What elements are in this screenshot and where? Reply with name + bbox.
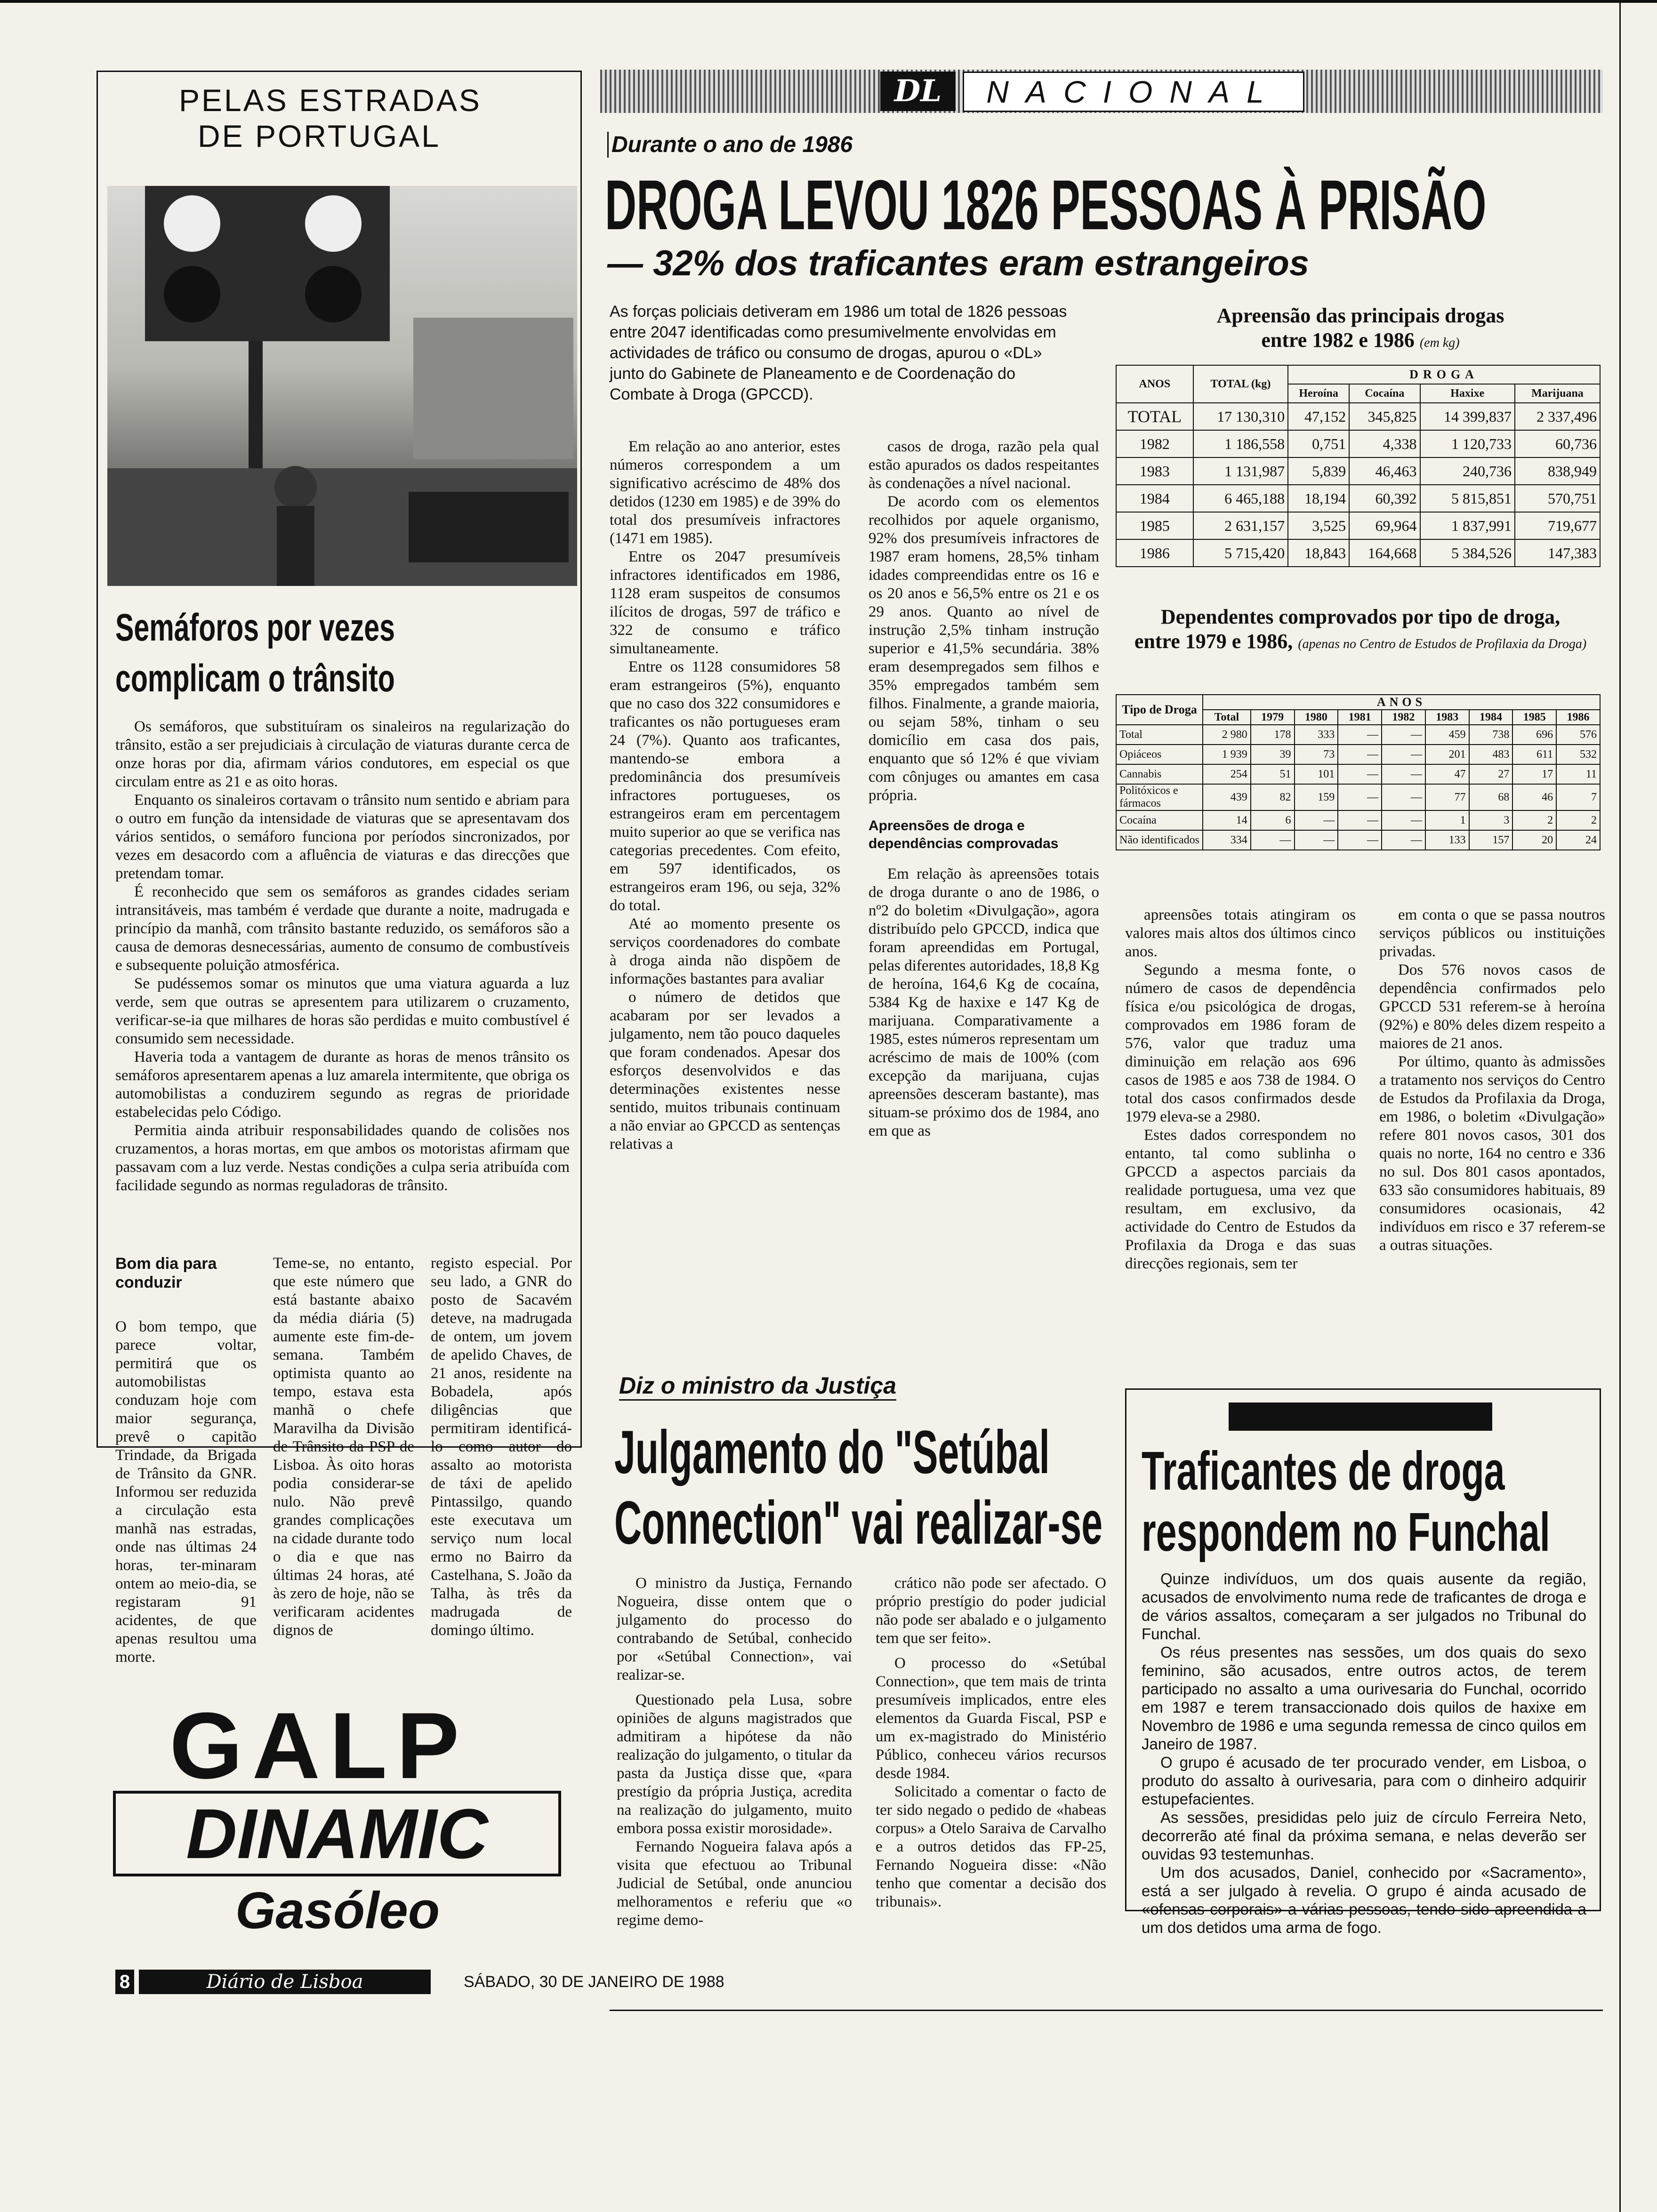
table2-header-cell: 1984 [1469,710,1513,725]
story2-col2 [876,1574,1106,1911]
col2-subheading: Apreensões de droga e dependências comprovadas [869,818,1059,851]
table-cell: 18,194 [1288,485,1349,512]
paragraph: Se pudéssemos somar os minutos que uma viatura aguarda a luz verde, sem que outras se apresentem para utilizarem o cruzamento, verificar-se-ia que milhares de horas são perdidas e muito combustível é consumido sem necessidade. [115,975,570,1047]
section-logo: DL [880,72,956,111]
table-cell: 20 [1512,830,1556,850]
date-line: SÁBADO, 30 DE JANEIRO DE 1988 [464,1973,724,1991]
table-cell: 1982 [1116,430,1193,457]
table-cell: 333 [1295,725,1338,745]
table-cell: 147,383 [1515,539,1600,567]
table1-title-line1: Apreensão das principais drogas [1216,304,1504,327]
table-cell: — [1251,830,1295,850]
table-cell: 240,736 [1420,457,1515,485]
table-cell: — [1295,830,1338,850]
column-headline-line2: complicam o trânsito [115,657,395,700]
table-cell: 1984 [1116,485,1193,512]
paragraph: Até ao momento presente os serviços coordenadores do combate à droga ainda não dispõem de informações bastantes para avaliar [610,915,840,987]
table-cell: 60,392 [1349,485,1420,512]
table-row [1116,403,1600,430]
sub-col3: registo especial. Por seu lado, a GNR do posto de Sacavém deteve, na madrugada de ontem, um jovem de apelido Chaves, de 21 anos, residente na Bobadela, após diligências que permitiram identificá-lo como autor do assalto ao motorista de táxi de apelido Pintassilgo, quando este executava um serviço num local ermo no Bairro da Castelhana, S. João da Talha, às três da madrugada de domingo último. [431,1255,572,1639]
table2-header-cell: Total [1203,710,1251,725]
table-cell: 17 [1512,764,1556,784]
table-cell: Total [1116,725,1203,745]
main-col4 [1379,906,1605,1255]
table-cell: 133 [1425,830,1469,850]
main-col2 [869,438,1099,1140]
paragraph: Segundo a mesma fonte, o número de casos de dependência física e/ou psicológica de drogas, comprovados em 1986 foram de 576, valor que traduz uma diminuição em relação aos 696 casos de 1985 e aos 738 de 1984. O total dos casos confirmados desde 1979 eleva-se a 2980. [1125,962,1356,1125]
bottom-rule [610,2010,1603,2011]
galp-fuel: Gasóleo [235,1882,440,1940]
sub-col2: Teme-se, no entanto, que este número que está bastante abaixo da média diária (5) aumente este fim-de-semana. Também optimista quanto ao tempo, estava esta manhã o chefe Maravilha da Divisão de Trânsito da PSP de Lisboa. Às oito horas podia considerar-se nulo. Não prevê grandes complicações na cidade durante todo o dia e que nas últimas 24 horas, até às zero de hoje, não se verificaram acidentes dignos de [273,1255,414,1639]
table-cell: 73 [1295,745,1338,764]
table-cell: — [1338,784,1382,810]
column-headline-line1: Semáforos por vezes [115,606,395,649]
table2-header-cell: 1986 [1556,710,1600,725]
table-cell: 459 [1425,725,1469,745]
column-headline [115,602,566,704]
table-cell: — [1338,830,1382,850]
table-row [1116,830,1600,850]
table2-note: (apenas no Centro de Estudos de Profilaxia da Droga) [1298,637,1587,651]
story2-kicker: Diz o ministro da Justiça [619,1372,896,1401]
table-cell: 47,152 [1288,403,1349,430]
main-subhead: — 32% dos traficantes eram estrangeiros [607,243,1310,283]
table-cell: 5 815,851 [1420,485,1515,512]
paragraph: Um dos acusados, Daniel, conhecido por «Sacramento», está a ser julgado à revelia. O grupo é ainda acusado de «ofensas corporais» a várias pessoas, tendo sido apreendida a um dos detidos uma arma de fogo. [1142,1864,1586,1936]
table-cell: 738 [1469,725,1513,745]
story3-headline-line2: respondem no Funchal [1142,1501,1550,1563]
table-cell: 1 939 [1203,745,1251,764]
paragraph: em conta o que se passa noutros serviços públicos ou instituições privadas. [1379,906,1605,960]
table-cell: — [1382,810,1425,830]
table-cell: 47 [1425,764,1469,784]
table2-title-line2: entre 1979 e 1986, [1134,630,1293,653]
paragraph: É reconhecido que sem os semáforos as grandes cidades seriam intransitáveis, mas também é verdade que durante a noite, madrugada e princípio da manhã, com trânsito bastante reduzido, os semáforos são a causa de demoras desnecessárias, aumento de consumo de combustíveis e subsequente poluição atmosférica. [115,883,570,974]
table-cell: 5 715,420 [1193,539,1288,567]
table2-title-line1: Dependentes comprovados por tipo de droga, [1160,605,1560,628]
table-cell: 1986 [1116,539,1193,567]
table-cell: 1 [1425,810,1469,830]
table-cell: 2 631,157 [1193,512,1288,539]
table-cell: — [1382,725,1425,745]
table-cell: 157 [1469,830,1513,850]
table-row [1116,512,1600,539]
table-row [1116,430,1600,457]
paragraph: O grupo é acusado de ter procurado vender, em Lisboa, o produto do assalto à ourivesaria, para com o dinheiro adquirir estupefacientes. [1142,1754,1586,1808]
table-cell: 51 [1251,764,1295,784]
paragraph: o número de detidos que acabaram por ser levados a julgamento, nem tão pouco daqueles que foram condenados. Apesar dos esforços desenvolvidos e das determinações existentes nesse sentido, muitos tribunais continuam a não enviar ao GPCCD as sentenças relativas a [610,989,840,1153]
table-cell: 719,677 [1515,512,1600,539]
table2-header-cell: Tipo de Droga [1116,695,1203,725]
table-cell: 696 [1512,725,1556,745]
table-cell: 101 [1295,764,1338,784]
story2-headline-line2: Connection" vai realizar-se [614,1488,1103,1557]
page-number: 8 [115,1970,134,1994]
table-cell: Não identificados [1116,830,1203,850]
traffic-light-photo [107,186,577,586]
table-cell: 14 399,837 [1420,403,1515,430]
table-cell: 14 [1203,810,1251,830]
right-margin-line [1619,0,1621,2212]
galp-brand: GALP [169,1693,469,1798]
column-title-line1: PELAS ESTRADAS [179,83,482,118]
column-body [115,718,570,1195]
table-cell: 27 [1469,764,1513,784]
paragraph: O ministro da Justiça, Fernando Nogueira, disse ontem que o julgamento do processo do contrabando de Setúbal, conhecido por «Setúbal Connection», vai realizar-se. [617,1575,852,1683]
story3-headline [1142,1440,1550,1563]
table1-header-cell: Haxixe [1420,384,1515,403]
paragraph: Em relação ao ano anterior, estes números correspondem a um significativo acréscimo de 48% dos detidos (1230 em 1985) e de 39% do total dos presumíveis infractores (1471 em 1985). [610,438,840,547]
table2-header-cell: 1982 [1382,710,1425,725]
table-cell: 1985 [1116,512,1193,539]
main-col1 [610,438,840,1154]
table2-header-cell: 1979 [1251,710,1295,725]
table-cell: 201 [1425,745,1469,764]
table1-title-line2: entre 1982 e 1986 [1261,329,1415,352]
column-title [179,82,508,176]
table-cell: 39 [1251,745,1295,764]
paragraph: Entre os 2047 presumíveis infractores identificados em 1986, 1128 eram suspeitos de consumos ilícitos de drogas, 597 de tráfico e 322 de consumo e tráfico simultaneamente. [610,548,840,657]
table-cell: 11 [1556,764,1600,784]
table-cell: — [1382,745,1425,764]
sub-col1: O bom tempo, que parece voltar, permitirá que os automobilistas conduzam hoje com maior segurança, prevê o capitão Trindade, da Brigada de Trânsito da GNR. Informou ser reduzida a circulação esta manhã nas estradas, onde nas últimas 24 horas, ter-minaram ontem ao meio-dia, se registaram 91 acidentes, de que apenas resultou uma morte. [115,1318,257,1666]
paragraph: apreensões totais atingiram os valores mais altos dos últimos cinco anos. [1125,906,1356,960]
paragraph: Haveria toda a vantagem de durante as horas de menos trânsito os semáforos apresentarem apenas a luz amarela intermitente, que obriga os automobilistas a conduzirem segundo as regras de prioridade estabelecidas pelo Código. [115,1049,570,1121]
paragraph: Dos 576 novos casos de dependência confirmados pelo GPCCD 531 referem-se à heroína (92%) e 80% deles dizem respeito a maiores de 21 anos. [1379,962,1605,1052]
table1 [1116,365,1601,567]
table-cell: 5 384,526 [1420,539,1515,567]
table-cell: 576 [1556,725,1600,745]
table2-header-cell: 1981 [1338,710,1382,725]
main-lead: As forças policiais detiveram em 1986 um total de 1826 pessoas entre 2047 identificadas como presumivelmente envolvidas em actividades de tráfico ou consumo de drogas, apurou o «DL» junto do Gabinete de Planeamento e de Coordenação do Combate à Droga (GPCCD). [610,303,1067,403]
table1-header-cell: TOTAL (kg) [1193,365,1288,403]
table-row [1116,764,1600,784]
table-cell: Opiáceos [1116,745,1203,764]
paragraph: Questionado pela Lusa, sobre opiniões de alguns magistrados que admitiram a hipótese da não realização do julgamento, o titular da pasta da Justiça disse que, «para prestígio da própria Justiça, acredita na realização do julgamento, muito embora possa existir morosidade». [617,1691,852,1837]
table1-header-cell: ANOS [1116,365,1193,403]
table-cell: 838,949 [1515,457,1600,485]
table-cell: 1 837,991 [1420,512,1515,539]
story3-body [1142,1570,1586,1937]
table-cell: 24 [1556,830,1600,850]
paragraph: crático não pode ser afectado. O próprio prestígio do poder judicial não pode ser abalado e o julgamento tem que ser feito». [876,1575,1106,1647]
table-cell: 164,668 [1349,539,1420,567]
table-cell: 6 [1251,810,1295,830]
paragraph: Entre os 1128 consumidores 58 eram estrangeiros (5%), enquanto que no caso dos 322 consumidores e traficantes os não portugueses eram 24 (7%). Quanto aos traficantes, mantendo-se embora a predominância dos presumíveis infractores portugueses, os estrangeiros eram em percentagem muito superior ao que se verifica nas categorias precedentes. Com efeito, em 597 identificados, os estrangeiros eram 196, ou seja, 32% do total. [610,658,840,914]
story2-headline-line1: Julgamento do "Setúbal [614,1418,1050,1486]
table-cell: — [1295,810,1338,830]
story3-black-bar [1229,1403,1492,1431]
paragraph: Os semáforos, que substituíram os sinaleiros na regularização do trânsito, estão a ser prejudiciais à circulação de viaturas durante cerca de onze horas por dia, afirmam vários condutores, em especial os que circulam entre as 21 e as oito horas. [115,718,570,790]
table-cell: 7 [1556,784,1600,810]
table1-header-cell: Heroína [1288,384,1349,403]
paragraph: Permitia ainda atribuir responsabilidades quando de colisões nos cruzamentos, a horas mortas, em que ambos os motoristas afirmam que passavam com a luz verde. Nestas condições a culpa seria atribuída com facilidade segundo as normas reguladoras de trânsito. [115,1122,570,1194]
table-row [1116,539,1600,567]
table-cell: — [1382,784,1425,810]
paragraph: Estes dados correspondem no entanto, tal como sublinha o GPCCD a aspectos parciais da realidade portuguesa, uma vez que resultam, em exclusivo, da actividade do Centro de Estudos da Profilaxia da Droga e das suas direcções regionais, sem ter [1125,1127,1356,1272]
galp-product: DINAMIC [113,1791,561,1876]
paragraph: Enquanto os sinaleiros cortavam o trânsito num sentido e abriam para o outro em função da intensidade de viaturas que se apresentavam dos vários sentidos, o semáforo funciona por períodos sincronizados, por vezes em desacordo com a afluência de viaturas e das direcções que pretendam tomar. [115,792,570,882]
table2 [1116,694,1601,850]
table-cell: 1 131,987 [1193,457,1288,485]
table-cell: — [1338,745,1382,764]
table-cell: — [1338,725,1382,745]
table2-header-cell: 1983 [1425,710,1469,725]
paragraph: As sessões, presididas pelo juiz de círculo Ferreira Neto, decorrerão até final da próxima semana, e nelas deverão ser ouvidas 93 testemunhas. [1142,1809,1586,1863]
paragraph: Em relação às apreensões totais de droga durante o ano de 1986, o nº2 do boletim «Divulgação», agora distribuído pelo GPCCD, indica que foram apreendidas em Portugal, pelas diferentes autoridades, 18,8 Kg de heroína, 164,6 Kg de cocaína, 5384 Kg de haxixe e 147 Kg de marijuana. Comparativamente a 1985, estes números representam um acréscimo de mais de 100% (com excepção da marijuana, cujas apreensões desceram bastante), mas situam-se próximo dos de 1984, ano em que as [869,866,1099,1139]
table2-header-cell: 1985 [1512,710,1556,725]
table-cell: TOTAL [1116,403,1193,430]
table-row [1116,810,1600,830]
table2-title [1120,605,1601,657]
paragraph: Quinze indivíduos, um dos quais ausente da região, acusados de envolvimento numa rede de traficantes de droga e de vários assaltos, começaram a ser julgados no Tribunal do Funchal. [1142,1570,1586,1643]
sub-title: Bom dia para conduzir [115,1255,217,1291]
table-cell: 483 [1469,745,1513,764]
table-cell: 334 [1203,830,1251,850]
table-cell: Politóxicos e fármacos [1116,784,1203,810]
table-cell: 178 [1251,725,1295,745]
paragraph: O processo do «Setúbal Connection», que tem mais de trinta presumíveis implicados, entre eles elementos da Guarda Fiscal, PSP e um ex-magistrado do Ministério Público, conheceu vários recursos desde 1984. [876,1655,1106,1782]
table-row [1116,485,1600,512]
table1-unit: (em kg) [1419,336,1460,350]
table-cell: 6 465,188 [1193,485,1288,512]
table-cell: 17 130,310 [1193,403,1288,430]
table-cell: 3,525 [1288,512,1349,539]
table-cell: 46 [1512,784,1556,810]
table1-header-cell: Marijuana [1515,384,1600,403]
table-cell: — [1338,764,1382,784]
table-cell: 2 [1556,810,1600,830]
table-cell: 532 [1556,745,1600,764]
main-headline: DROGA LEVOU 1826 PESSOAS À PRISÃO [605,165,1487,244]
paragraph: Solicitado a comentar o facto de ter sido negado o pedido de «habeas corpus» a Otelo Saraiva de Carvalho e a outros detidos das FP-25, Fernando Nogueira disse: «Não tenho que comentar a decisão dos tribunais». [876,1783,1106,1910]
table-cell: 5,839 [1288,457,1349,485]
table-cell: 0,751 [1288,430,1349,457]
table-cell: 46,463 [1349,457,1420,485]
table-cell: 2 337,496 [1515,403,1600,430]
table-cell: Cocaína [1116,810,1203,830]
table-cell: 439 [1203,784,1251,810]
table-cell: 77 [1425,784,1469,810]
table-cell: — [1338,810,1382,830]
table-cell: 1 120,733 [1420,430,1515,457]
table-cell: 60,736 [1515,430,1600,457]
paragraph: casos de droga, razão pela qual estão apurados os dados respeitantes às condenações a nível nacional. [869,438,1099,492]
top-rule [0,0,1657,3]
table-cell: 3 [1469,810,1513,830]
table2-group-header: ANOS [1203,695,1600,710]
paragraph: De acordo com os elementos recolhidos por aquele organismo, 92% dos presumíveis infractores de 1987 eram homens, 28,5% tinham idades compreendidas entre os 16 e os 20 anos e 56,5% entre os 21 e os 29 anos. Quanto ao nível de instrução 2,5% tinham instrução superior e 41,5% secundária. 38% eram desempregados sem filhos e 35% empregados também sem filhos. Finalmente, a grande maioria, ou sejam 58%, tinham o seu domicílio em casa dos pais, enquanto que só 12% é que viviam com cônjuges ou amantes em casa própria. [869,493,1099,804]
table-cell: — [1382,830,1425,850]
table-cell: 2 980 [1203,725,1251,745]
galp-ad [113,1693,565,1944]
paper-name: Diário de Lisboa [139,1970,431,1994]
table-cell: 1 186,558 [1193,430,1288,457]
table1-group-header: DROGA [1288,365,1600,384]
table-row [1116,745,1600,764]
table-cell: 570,751 [1515,485,1600,512]
table-row [1116,457,1600,485]
table1-header-cell: Cocaína [1349,384,1420,403]
story3-headline-line1: Traficantes de droga [1142,1440,1505,1501]
table-cell: 69,964 [1349,512,1420,539]
paragraph: Fernando Nogueira falava após a visita que efectuou ao Tribunal Judicial de Setúbal, onde anunciou melhoramentos e referiu que «o regime demo- [617,1838,852,1929]
table-row [1116,725,1600,745]
table-cell: 159 [1295,784,1338,810]
table1-title [1120,304,1601,355]
table-cell: 82 [1251,784,1295,810]
column-title-line2: DE PORTUGAL [198,119,441,153]
table-cell: 68 [1469,784,1513,810]
table-cell: 2 [1512,810,1556,830]
table-cell: — [1382,764,1425,784]
paragraph: Os réus presentes nas sessões, um dos quais do sexo feminino, são acusados, entre outros actos, de terem participado no assalto a uma ourivesaria do Funchal, ocorrido em 1987 e terem transaccionado dois quilos de haxixe em Novembro de 1986 e uma segunda remessa de cinco quilos em Janeiro de 1987. [1142,1643,1586,1753]
table-cell: 611 [1512,745,1556,764]
main-kicker: Durante o ano de 1986 [607,132,853,158]
table-cell: 1983 [1116,457,1193,485]
section-name: NACIONAL [963,72,1304,112]
story2-col1 [617,1574,852,1930]
table-row [1116,784,1600,810]
table2-header-cell: 1980 [1295,710,1338,725]
table-cell: 254 [1203,764,1251,784]
table-cell: 4,338 [1349,430,1420,457]
main-col3 [1125,906,1356,1273]
table-cell: Cannabis [1116,764,1203,784]
table-cell: 345,825 [1349,403,1420,430]
table-cell: 18,843 [1288,539,1349,567]
paragraph: Por último, quanto às admissões a tratamento nos serviços do Centro de Estudos da Profilaxia da Droga, em 1986, o boletim «Divulgação» refere 801 novos casos, 301 dos quais no norte, 164 no centro e 336 no sul. Dos 801 casos apontados, 633 são consumidores habituais, 89 consumidores ocasionais, 42 indivíduos em risco e 37 referem-se a outras situações. [1379,1053,1605,1254]
story2-headline [614,1417,1102,1558]
